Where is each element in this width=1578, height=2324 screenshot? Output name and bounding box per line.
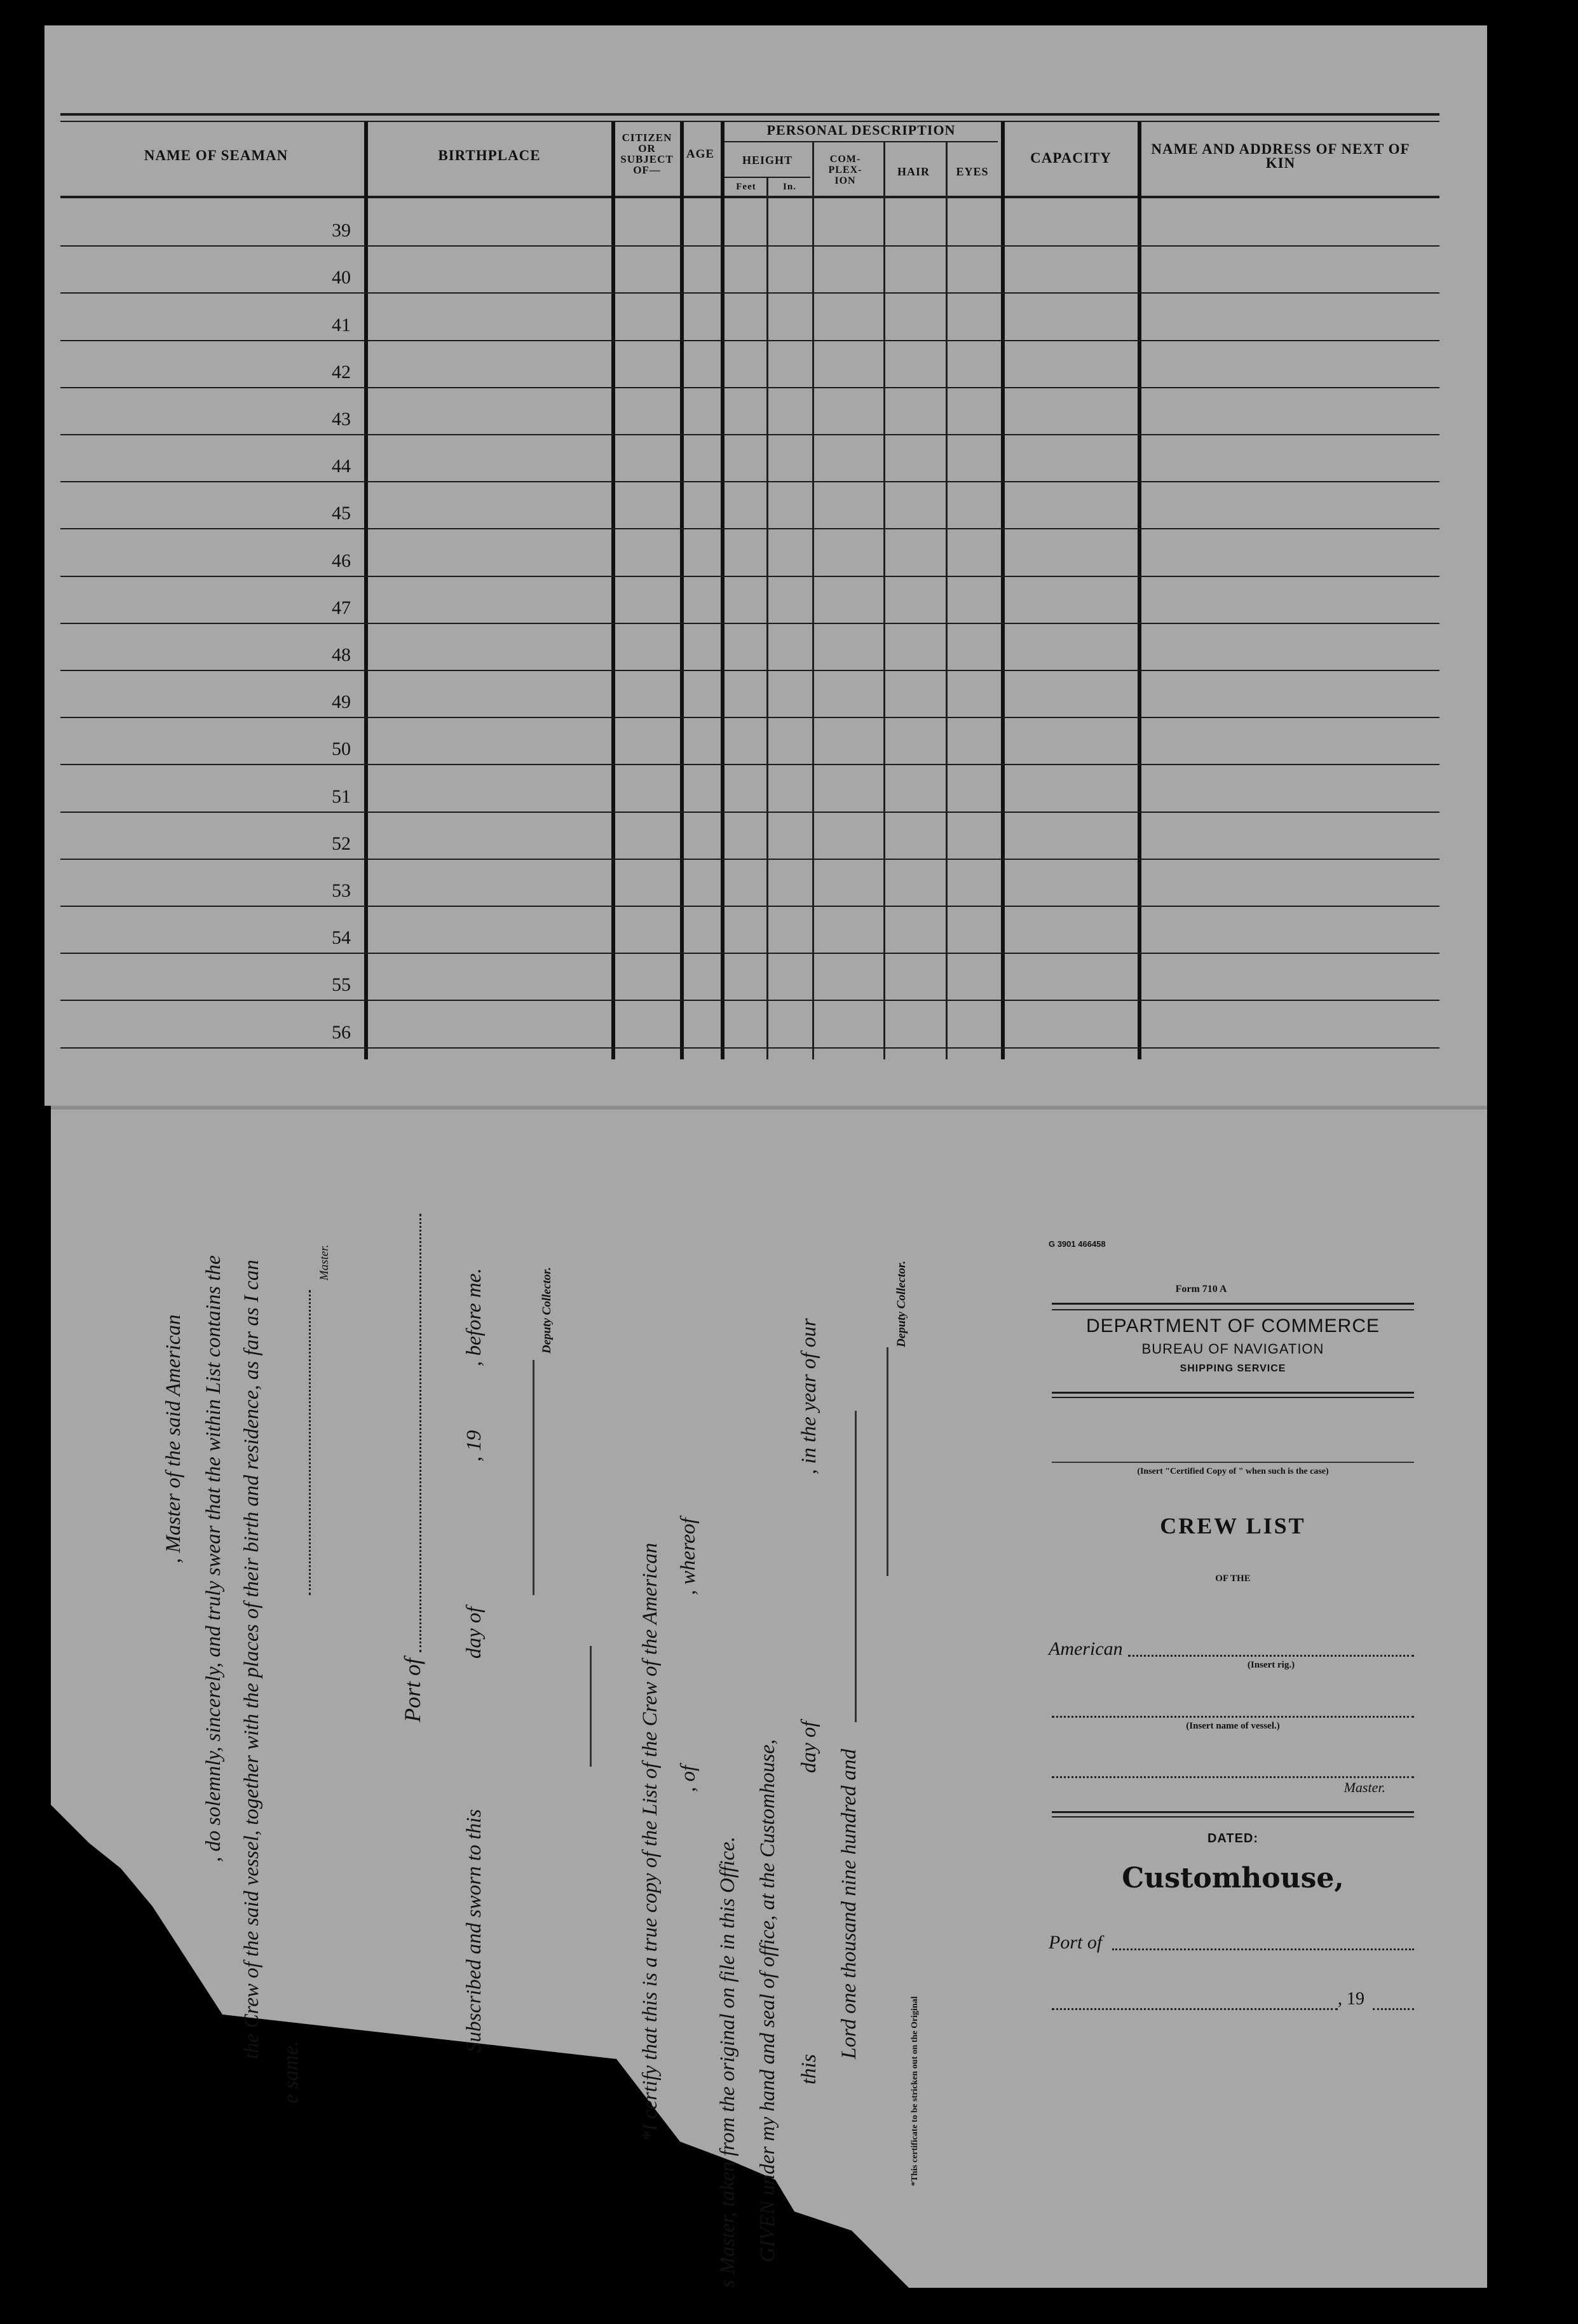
personal-description-rule <box>724 141 998 142</box>
cover-master: Master. <box>1343 1779 1385 1795</box>
cert-this: this <box>798 2054 820 2084</box>
cover-shipping-service: SHIPPING SERVICE <box>1180 1363 1286 1374</box>
col-divider-height <box>812 142 814 1059</box>
col-divider-hair <box>946 142 948 1059</box>
oath-line-1: , Master of the said American <box>162 1314 185 1563</box>
oath-before-me: , before me. <box>463 1268 486 1366</box>
table-row-rule <box>60 623 1439 624</box>
cover-port-of: Port of <box>1049 1932 1103 1953</box>
table-row-rule <box>60 434 1439 435</box>
table-row-rule <box>60 528 1439 529</box>
cert-given: GIVEN under my hand and seal of office, at the Customhouse, <box>756 1739 779 2262</box>
row-number: 39 <box>332 220 351 241</box>
cover-port-line <box>1112 1948 1414 1950</box>
row-number: 42 <box>332 361 351 383</box>
oath-line-3: the Crew of the said vessel, together with the places of their birth and residence, as far as I can <box>240 1260 263 2059</box>
table-row-rule <box>60 670 1439 671</box>
cover-date-line <box>1052 2008 1338 2010</box>
table-row-rule <box>60 340 1439 341</box>
cover-insert-rig: (Insert rig.) <box>1247 1660 1295 1670</box>
col-divider-eyes <box>1001 122 1005 1059</box>
cert-deputy-line <box>887 1347 890 1576</box>
row-number: 56 <box>332 1021 351 1043</box>
row-number: 49 <box>332 691 351 713</box>
row-number: 41 <box>332 314 351 336</box>
row-number: 47 <box>332 597 351 618</box>
row-number: 43 <box>332 409 351 430</box>
row-number: 48 <box>332 644 351 665</box>
header-age: AGE <box>686 147 715 161</box>
table-row-rule <box>60 717 1439 718</box>
cover-certified-line <box>1052 1462 1414 1463</box>
oath-line-4: e same. <box>280 2041 303 2103</box>
table-row-rule <box>60 576 1439 577</box>
col-divider-birthplace <box>611 122 615 1059</box>
table-row-rule <box>60 292 1439 294</box>
cover-rule-bottom <box>1052 1811 1414 1813</box>
header-name-of-seaman: NAME OF SEAMAN <box>144 147 289 163</box>
table-row-rule <box>60 481 1439 482</box>
row-number: 53 <box>332 880 351 901</box>
row-number: 54 <box>332 927 351 949</box>
header-personal-description: PERSONAL DESCRIPTION <box>766 122 956 138</box>
cover-year-line <box>1373 2008 1414 2010</box>
row-number: 52 <box>332 832 351 854</box>
col-divider-capacity <box>1138 122 1141 1059</box>
cover-rule-mid <box>1052 1392 1414 1394</box>
oath-port-line <box>419 1214 423 1652</box>
cover-rig-line <box>1128 1655 1414 1657</box>
cover-rule-top-2 <box>1052 1309 1414 1310</box>
table-row-rule <box>60 812 1439 813</box>
row-number: 51 <box>332 785 351 807</box>
oath-deputy-line <box>533 1360 536 1595</box>
col-divider-name <box>364 122 368 1059</box>
cert-deputy-collector: Deputy Collector. <box>895 1260 908 1347</box>
row-number: 40 <box>332 267 351 289</box>
cert-whereof: , whereof <box>677 1518 700 1595</box>
table-row-rule <box>60 953 1439 954</box>
cover-bureau: BUREAU OF NAVIGATION <box>1141 1341 1324 1357</box>
cover-print-code: G 3901 466458 <box>1049 1239 1106 1249</box>
table-row-rule <box>60 906 1439 907</box>
header-birthplace: BIRTHPLACE <box>438 147 541 163</box>
cert-lord: Lord one thousand nine hundred and <box>838 1749 860 2059</box>
header-eyes: EYES <box>956 165 989 178</box>
header-bottom-rule <box>60 196 1439 198</box>
cover-rule-mid-2 <box>1052 1397 1414 1398</box>
row-number: 44 <box>332 456 351 477</box>
table-row-rule <box>60 245 1439 247</box>
cover-customhouse: Customhouse, <box>1122 1862 1344 1894</box>
oath-subscribed: Subscribed and sworn to this <box>463 1809 486 2053</box>
cover-insert-certified: (Insert "Certified Copy of " when such is the case) <box>1137 1467 1329 1476</box>
header-feet: Feet <box>736 182 756 192</box>
oath-master-label: Master. <box>318 1244 331 1281</box>
header-hair: HAIR <box>897 165 930 178</box>
header-complexion: COM- PLEX- ION <box>828 154 862 186</box>
cert-of: , of <box>677 1765 700 1792</box>
cover-insert-name: (Insert name of vessel.) <box>1186 1721 1280 1731</box>
row-number: 46 <box>332 550 351 571</box>
row-number: 55 <box>332 974 351 996</box>
table-row-rule <box>60 859 1439 860</box>
col-divider-citizen <box>680 122 684 1059</box>
cover-of-the: OF THE <box>1215 1573 1251 1584</box>
col-divider-complexion <box>883 142 885 1059</box>
cert-footnote: *This certificate to be stricken out on the Original <box>910 1996 920 2186</box>
row-number: 45 <box>332 503 351 524</box>
table-top-rule <box>60 113 1439 116</box>
cover-vessel-line <box>1052 1716 1414 1718</box>
cover-form-number: Form 710 A <box>1175 1284 1227 1295</box>
cert-line-2: s Master, taken from the original on file in this Office. <box>716 1836 739 2288</box>
table-row-rule <box>60 1000 1439 1001</box>
cert-day-of: day of <box>798 1721 820 1773</box>
col-divider-age <box>721 122 724 1059</box>
header-inches: In. <box>783 182 796 192</box>
table-row-rule <box>60 764 1439 765</box>
header-height: HEIGHT <box>742 154 793 166</box>
oath-master-line <box>309 1290 312 1595</box>
oath-deputy-collector: Deputy Collector. <box>540 1267 554 1354</box>
oath-year: , 19 <box>463 1430 486 1462</box>
cover-american: American <box>1049 1638 1123 1659</box>
cert-year-of-our: , in the year of our <box>798 1318 820 1474</box>
cert-lord-line <box>855 1411 858 1722</box>
cover-rule-top <box>1052 1303 1414 1305</box>
cover-rule-bottom-2 <box>1052 1816 1414 1818</box>
table-row-rule <box>60 387 1439 388</box>
cover-dated: DATED: <box>1207 1831 1259 1845</box>
header-citizen: CITIZEN OR SUBJECT OF— <box>620 132 674 176</box>
oath-line-2: , do solemnly, sincerely, and truly swear that the within List contains the <box>202 1255 225 1862</box>
cover-department: DEPARTMENT OF COMMERCE <box>1085 1315 1380 1336</box>
row-number: 50 <box>332 738 351 760</box>
oath-day-of: day of <box>463 1607 486 1659</box>
header-next-of-kin: NAME AND ADDRESS OF NEXT OF KIN <box>1151 141 1410 171</box>
table-row-rule <box>60 1047 1439 1049</box>
cover-master-line <box>1052 1776 1414 1778</box>
fold-line <box>44 1106 1487 1110</box>
cover-title: CREW LIST <box>1160 1513 1306 1539</box>
col-divider-feet <box>766 177 768 1059</box>
cert-line-1: *I certify that this is a true copy of the List of the Crew of the American <box>639 1542 662 2142</box>
oath-separator <box>590 1646 592 1767</box>
oath-port-label: Port of <box>400 1657 425 1722</box>
header-capacity: CAPACITY <box>1030 150 1112 166</box>
cover-year: , 19 <box>1338 1989 1364 2009</box>
